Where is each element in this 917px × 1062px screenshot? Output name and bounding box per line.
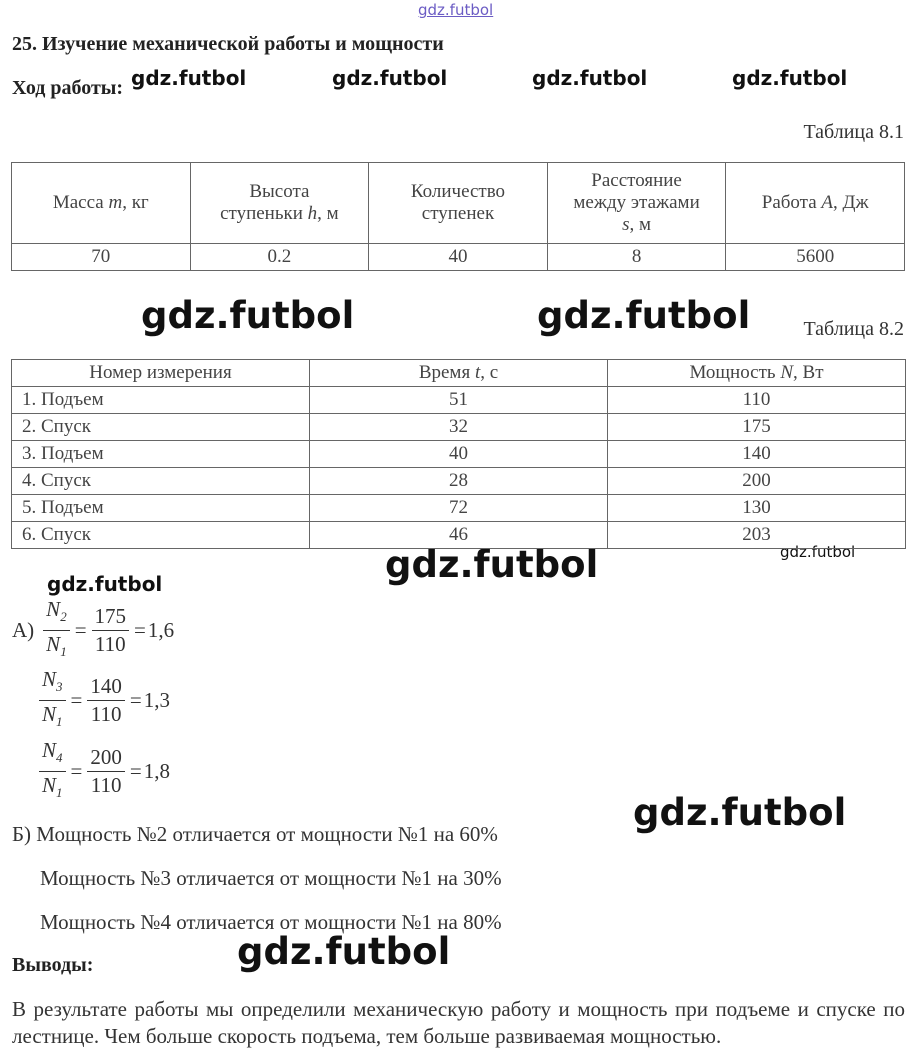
fraction: $\frac{200}{110}$: [87, 744, 125, 799]
table-row: [12, 441, 906, 468]
page-title: 25. Изучение механической работы и мощности: [12, 33, 444, 55]
watermark: gdz.futbol: [385, 543, 599, 586]
watermark: gdz.futbol: [131, 66, 247, 90]
table-row: [12, 522, 906, 549]
ratio-result: 1,8: [143, 759, 170, 784]
ratio-result: 1,6: [147, 618, 175, 643]
table-header: Масса m, кг: [12, 163, 191, 244]
watermark: gdz.futbol: [532, 66, 648, 90]
progress-heading: Ход работы:: [12, 77, 124, 99]
table-header: Расстояние между этажами s, м: [547, 163, 726, 244]
ratio-n2: А) $\frac{N_2}{N_1}$ = $\frac{175}{110}$ = 1,6: [12, 596, 174, 665]
watermark: gdz.futbol: [47, 572, 163, 596]
fraction: $\frac{N_2}{N_1}$: [43, 596, 70, 665]
conclusion-text: В результате работы мы определили механическую работу и мощность при подъеме и спуске по лестнице. Чем больше скорость подъема, тем больше развиваемая мощностью.: [12, 997, 905, 1048]
table-cell: 70: [12, 244, 191, 271]
table-cell: 40: [369, 244, 548, 271]
table-cell: 6. Спуск: [12, 522, 310, 549]
table-cell: 5600: [726, 244, 905, 271]
watermark: gdz.futbol: [537, 294, 751, 337]
work-table: [11, 162, 905, 271]
part-b-line: Мощность №4 отличается от мощности №1 на 80%: [40, 910, 502, 934]
table-header: Мощность N, Вт: [608, 360, 906, 387]
table-row: [12, 387, 906, 414]
table-cell: 51: [310, 387, 608, 414]
table-cell: 130: [608, 495, 906, 522]
table-cell: 0.2: [190, 244, 369, 271]
fraction: $\frac{N_3}{N_1}$: [39, 666, 66, 735]
watermark: gdz.futbol: [141, 294, 355, 337]
part-b-line: Мощность №3 отличается от мощности №1 на 30%: [40, 866, 502, 890]
table-row: [12, 468, 906, 495]
watermark: gdz.futbol: [732, 66, 848, 90]
table-cell: 2. Спуск: [12, 414, 310, 441]
ratio-result: 1,3: [143, 688, 170, 713]
table-row: [12, 414, 906, 441]
table-cell: 140: [608, 441, 906, 468]
table-cell: 5. Подъем: [12, 495, 310, 522]
table-cell: 72: [310, 495, 608, 522]
power-table: [11, 359, 906, 549]
fraction: $\frac{140}{110}$: [87, 673, 125, 728]
table-header: Время t, с: [310, 360, 608, 387]
fraction: $\frac{N_4}{N_1}$: [39, 737, 66, 806]
part-a-label: А): [12, 618, 35, 643]
table-header: Высота ступеньки h, м: [190, 163, 369, 244]
table-row: [12, 244, 905, 271]
table-header: Количество ступенек: [369, 163, 548, 244]
table-cell: 200: [608, 468, 906, 495]
table-cell: 1. Подъем: [12, 387, 310, 414]
table-cell: 175: [608, 414, 906, 441]
watermark: gdz.futbol: [780, 543, 856, 561]
table-cell: 8: [547, 244, 726, 271]
part-b-line: Б) Мощность №2 отличается от мощности №1 на 60%: [12, 822, 498, 846]
table1-caption: Таблица 8.1: [803, 121, 904, 143]
table-cell: 3. Подъем: [12, 441, 310, 468]
table-cell: 28: [310, 468, 608, 495]
table-header-row: [12, 360, 906, 387]
fraction: $\frac{175}{110}$: [92, 603, 130, 658]
table-cell: 4. Спуск: [12, 468, 310, 495]
table-cell: 110: [608, 387, 906, 414]
table2-caption: Таблица 8.2: [803, 318, 904, 340]
ratio-n3: $\frac{N_3}{N_1}$ = $\frac{140}{110}$ = 1,3: [36, 666, 170, 735]
table-cell: 203: [608, 522, 906, 549]
table-header: Работа A, Дж: [726, 163, 905, 244]
watermark: gdz.futbol: [237, 930, 451, 973]
table-cell: 32: [310, 414, 608, 441]
table-header: Номер измерения: [12, 360, 310, 387]
conclusions-heading: Выводы:: [12, 954, 94, 976]
table-cell: 40: [310, 441, 608, 468]
watermark: gdz.futbol: [332, 66, 448, 90]
table-header-row: [12, 163, 905, 244]
ratio-n4: $\frac{N_4}{N_1}$ = $\frac{200}{110}$ = 1,8: [36, 737, 170, 806]
watermark: gdz.futbol: [418, 1, 494, 19]
table-row: [12, 495, 906, 522]
watermark: gdz.futbol: [633, 791, 847, 834]
table-cell: 46: [310, 522, 608, 549]
